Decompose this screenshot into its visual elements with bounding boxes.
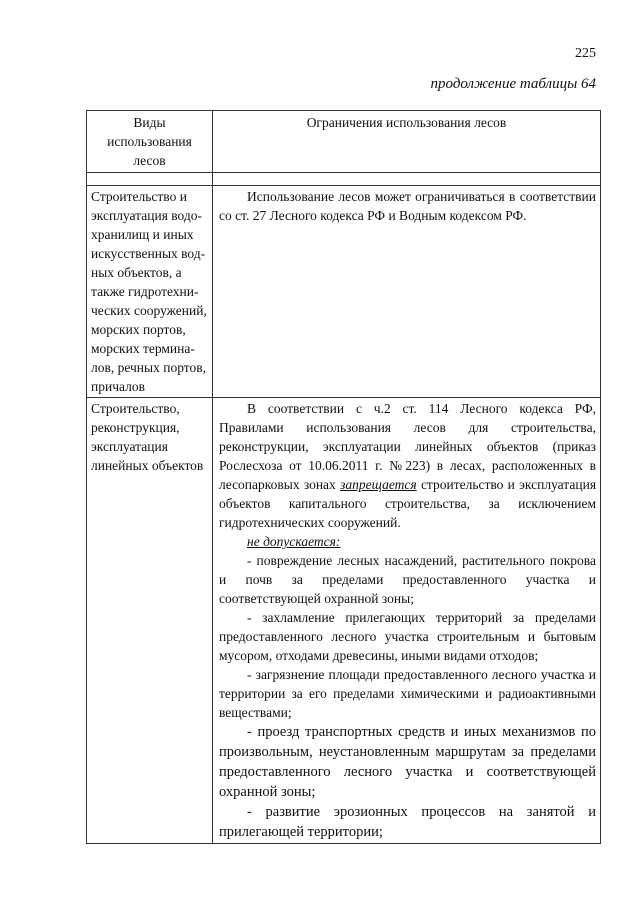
restriction-item: - захламление прилегающих территорий за пределами предоставленного лесного участка строительным и бытовым мусором, отходами древесины, иными видами отходов; — [219, 610, 596, 663]
restriction-item: - проезд транспортных средств и иных механизмов по произвольным, неустановленным маршрутам за пределами предоставленного лесного участка и соответствующей охранной зоны; — [219, 724, 596, 800]
header-usage-types-line: лесов — [133, 153, 166, 168]
restriction-intro — [219, 399, 596, 532]
page-number: 225 — [575, 46, 596, 61]
usage-type-cell: Строительство, реконструкция, эксплуатация линейных объектов — [87, 398, 213, 844]
spacer-cell — [87, 173, 213, 186]
header-usage-types-line: использования — [107, 134, 192, 149]
header-usage-types — [87, 111, 213, 173]
restriction-intro-text: строительство и эксплуатация объектов капитального строительства, за исключением гидротехнических сооружений. — [219, 477, 597, 530]
restriction-text: Использование лесов может ограничиваться в соответствии со ст. 27 Лесного кодекса РФ и Водным кодексом РФ. — [219, 189, 596, 223]
header-restrictions: Ограничения использования лесов — [213, 111, 601, 173]
spacer-cell — [213, 173, 601, 186]
table-spacer-row — [87, 173, 601, 186]
restriction-item: - развитие эрозионных процессов на занятой и прилегающей территории; — [219, 804, 596, 840]
not-allowed-label: не допускается: — [247, 534, 341, 549]
restrictions-table — [86, 110, 601, 844]
table-header-row — [87, 111, 601, 173]
restriction-item: - загрязнение площади предоставленного лесного участка и территории за его пределами химическими и радиоактивными веществами; — [219, 667, 596, 720]
prohibited-emphasis: запрещается — [340, 477, 417, 492]
restriction-cell — [213, 186, 601, 398]
header-usage-types-line: Виды — [133, 115, 166, 130]
restriction-intro-text: В соответствии с ч.2 ст. 114 Лесного кодекса РФ, Правилами использования лесов для строительства, реконструкции, эксплуатации линейных объектов (приказ Рослесхоза от 10.06.2011 г. №223) в лесах, расположенных в лесопарковых зонах — [219, 401, 596, 492]
not-allowed-subheading — [219, 532, 596, 551]
table-continuation-caption: продолжение таблицы 64 — [430, 76, 596, 92]
usage-type-cell: Строительство и эксплуатация водо-хранилищ и иных искусственных вод-ных объектов, а также гидротехни-ческих сооружений, морских портов, морских термина-лов, речных портов, причалов — [87, 186, 213, 398]
table-row — [87, 186, 601, 398]
restriction-cell — [213, 398, 601, 844]
table-row — [87, 398, 601, 844]
restriction-item: - повреждение лесных насаждений, растительного покрова и почв за пределами предоставленного участка и соответствующей охранной зоны; — [219, 553, 596, 606]
